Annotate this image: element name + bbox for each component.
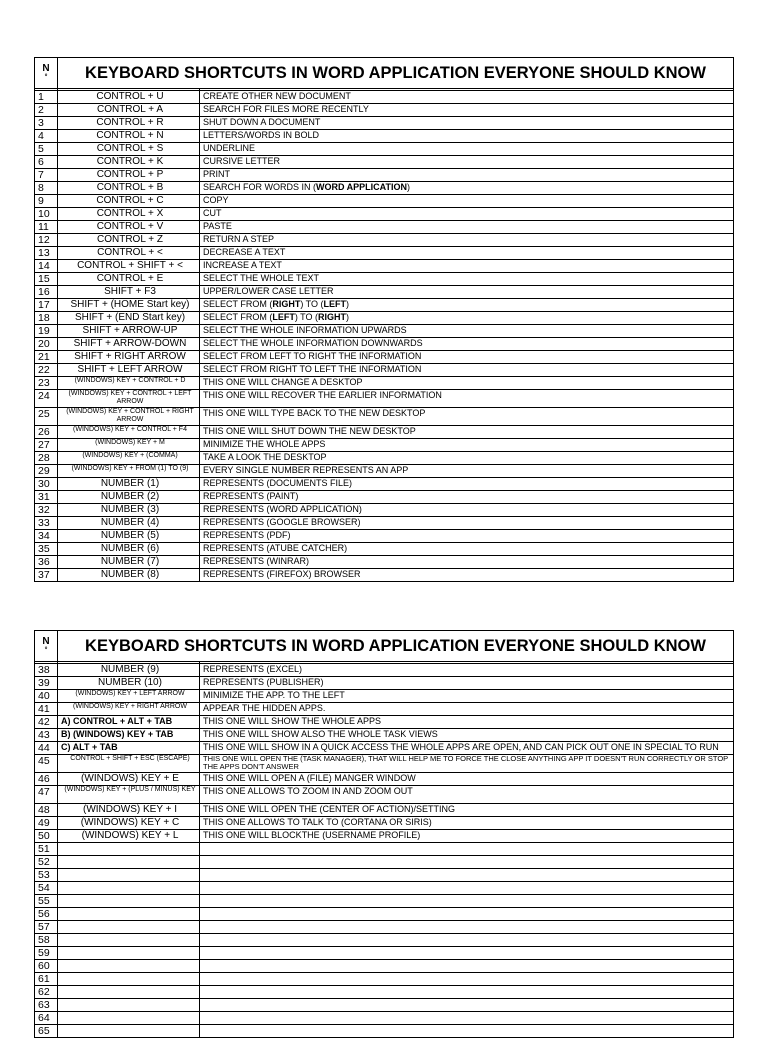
row-number: 52 [35, 856, 58, 869]
shortcut-keys: CONTROL + K [58, 156, 200, 169]
table-row [35, 908, 734, 921]
shortcut-description: REPRESENTS (ATUBE CATCHER) [200, 543, 734, 556]
table-row [35, 973, 734, 986]
shortcut-keys: (WINDOWS) KEY + (PLUS / MINUS) KEY [58, 786, 200, 804]
row-number: 29 [35, 465, 58, 478]
table-row [35, 504, 734, 517]
shortcut-description: THIS ONE WILL BLOCKTHE (USERNAME PROFILE) [200, 830, 734, 843]
table-row [35, 273, 734, 286]
shortcut-keys: (WINDOWS) KEY + LEFT ARROW [58, 690, 200, 703]
table-row [35, 882, 734, 895]
row-number: 9 [35, 195, 58, 208]
table-row [35, 299, 734, 312]
row-number: 4 [35, 130, 58, 143]
table-row [35, 569, 734, 582]
shortcut-description: REPRESENTS (GOOGLE BROWSER) [200, 517, 734, 530]
shortcut-description: CUT [200, 208, 734, 221]
row-number: 38 [35, 664, 58, 677]
shortcut-keys: CONTROL + A [58, 104, 200, 117]
shortcut-keys: CONTROL + N [58, 130, 200, 143]
shortcut-keys: NUMBER (1) [58, 478, 200, 491]
table-row [35, 491, 734, 504]
table-row [35, 117, 734, 130]
shortcut-description: REPRESENTS (FIREFOX) BROWSER [200, 569, 734, 582]
shortcut-description [200, 882, 734, 895]
shortcut-description: CURSIVE LETTER [200, 156, 734, 169]
shortcut-description: REPRESENTS (PUBLISHER) [200, 677, 734, 690]
shortcut-description: THIS ONE WILL RECOVER THE EARLIER INFORMATION [200, 390, 734, 408]
table-row [35, 91, 734, 104]
table-row [35, 999, 734, 1012]
shortcut-keys: (WINDOWS) KEY + CONTROL + F4 [58, 426, 200, 439]
row-number: 23 [35, 377, 58, 390]
shortcut-description [200, 934, 734, 947]
shortcut-keys: NUMBER (3) [58, 504, 200, 517]
shortcut-description: REPRESENTS (EXCEL) [200, 664, 734, 677]
shortcut-keys [58, 973, 200, 986]
row-number: 49 [35, 817, 58, 830]
shortcut-keys: CONTROL + Z [58, 234, 200, 247]
row-number: 32 [35, 504, 58, 517]
row-number: 14 [35, 260, 58, 273]
row-number: 64 [35, 1012, 58, 1025]
shortcut-keys: NUMBER (10) [58, 677, 200, 690]
table-row [35, 234, 734, 247]
row-number: 8 [35, 182, 58, 195]
shortcut-keys: CONTROL + V [58, 221, 200, 234]
shortcut-keys: NUMBER (4) [58, 517, 200, 530]
row-number: 59 [35, 947, 58, 960]
shortcut-description [200, 973, 734, 986]
shortcut-keys: SHIFT + (END Start key) [58, 312, 200, 325]
table-row [35, 556, 734, 569]
shortcut-description [200, 843, 734, 856]
shortcut-keys: NUMBER (7) [58, 556, 200, 569]
row-number: 17 [35, 299, 58, 312]
shortcut-keys [58, 1012, 200, 1025]
shortcut-keys [58, 882, 200, 895]
shortcut-description [200, 1012, 734, 1025]
row-number: 60 [35, 960, 58, 973]
shortcut-keys: CONTROL + B [58, 182, 200, 195]
shortcut-keys [58, 908, 200, 921]
row-number: 26 [35, 426, 58, 439]
row-number: 43 [35, 729, 58, 742]
row-number: 11 [35, 221, 58, 234]
shortcut-description: SEARCH FOR FILES MORE RECENTLY [200, 104, 734, 117]
shortcut-description: THIS ONE ALLOWS TO TALK TO (CORTANA OR SIRIS) [200, 817, 734, 830]
row-number: 16 [35, 286, 58, 299]
table-row [35, 947, 734, 960]
table-row [35, 895, 734, 908]
row-number: 25 [35, 408, 58, 426]
row-number: 56 [35, 908, 58, 921]
shortcut-keys: NUMBER (9) [58, 664, 200, 677]
shortcut-keys: CONTROL + X [58, 208, 200, 221]
shortcut-description: PRINT [200, 169, 734, 182]
shortcut-keys: NUMBER (6) [58, 543, 200, 556]
shortcut-description: THIS ONE WILL CHANGE A DESKTOP [200, 377, 734, 390]
shortcut-description: THIS ONE WILL SHOW IN A QUICK ACCESS THE WHOLE APPS ARE OPEN, AND CAN PICK OUT ONE IN SPECIAL TO RUN [200, 742, 734, 755]
shortcut-description [200, 960, 734, 973]
table-row [35, 130, 734, 143]
table-row [35, 351, 734, 364]
table-row [35, 856, 734, 869]
shortcut-description: REPRESENTS (PDF) [200, 530, 734, 543]
shortcut-description [200, 999, 734, 1012]
shortcut-description: SELECT FROM RIGHT TO LEFT THE INFORMATION [200, 364, 734, 377]
shortcut-keys: (WINDOWS) KEY + E [58, 773, 200, 786]
table-row [35, 390, 734, 408]
table-row [35, 478, 734, 491]
shortcut-description: THIS ONE WILL TYPE BACK TO THE NEW DESKTOP [200, 408, 734, 426]
table-row [35, 408, 734, 426]
shortcut-keys [58, 921, 200, 934]
shortcut-keys [58, 986, 200, 999]
shortcuts-table-2 [34, 630, 734, 1038]
shortcut-keys: CONTROL + P [58, 169, 200, 182]
shortcut-description [200, 1025, 734, 1038]
shortcut-description [200, 986, 734, 999]
table-row [35, 729, 734, 742]
shortcut-description: THIS ONE WILL SHOW THE WHOLE APPS [200, 716, 734, 729]
shortcut-keys: (WINDOWS) KEY + CONTROL + D [58, 377, 200, 390]
row-number: 19 [35, 325, 58, 338]
row-number: 35 [35, 543, 58, 556]
table-row [35, 260, 734, 273]
shortcut-keys: NUMBER (8) [58, 569, 200, 582]
row-number: 47 [35, 786, 58, 804]
table-body-1 [35, 91, 734, 582]
table-row [35, 742, 734, 755]
table-row [35, 286, 734, 299]
row-number: 2 [35, 104, 58, 117]
shortcut-keys: (WINDOWS) KEY + M [58, 439, 200, 452]
shortcut-description: INCREASE A TEXT [200, 260, 734, 273]
shortcut-keys: (WINDOWS) KEY + CONTROL + RIGHT ARROW [58, 408, 200, 426]
table-row [35, 377, 734, 390]
shortcut-keys: B) (WINDOWS) KEY + TAB [58, 729, 200, 742]
row-number: 42 [35, 716, 58, 729]
table-row [35, 156, 734, 169]
table-header [35, 58, 734, 89]
shortcut-keys [58, 999, 200, 1012]
shortcut-keys: CONTROL + S [58, 143, 200, 156]
shortcut-description: THIS ONE WILL OPEN A (FILE) MANGER WINDOW [200, 773, 734, 786]
table-row [35, 143, 734, 156]
shortcut-description: REPRESENTS (WORD APPLICATION) [200, 504, 734, 517]
shortcut-description: SELECT FROM LEFT TO RIGHT THE INFORMATION [200, 351, 734, 364]
table-row [35, 786, 734, 804]
shortcut-description: APPEAR THE HIDDEN APPS. [200, 703, 734, 716]
shortcut-keys [58, 947, 200, 960]
shortcut-description [200, 921, 734, 934]
shortcut-keys: NUMBER (2) [58, 491, 200, 504]
shortcut-keys: SHIFT + ARROW-DOWN [58, 338, 200, 351]
row-number: 65 [35, 1025, 58, 1038]
table-row [35, 325, 734, 338]
shortcut-description: MINIMIZE THE APP. TO THE LEFT [200, 690, 734, 703]
shortcut-keys: CONTROL + U [58, 91, 200, 104]
shortcut-keys: CONTROL + C [58, 195, 200, 208]
shortcut-description: RETURN A STEP [200, 234, 734, 247]
row-number: 58 [35, 934, 58, 947]
shortcut-keys: (WINDOWS) KEY + I [58, 804, 200, 817]
shortcut-description: UPPER/LOWER CASE LETTER [200, 286, 734, 299]
row-number: 54 [35, 882, 58, 895]
shortcut-description: SELECT THE WHOLE INFORMATION DOWNWARDS [200, 338, 734, 351]
shortcut-keys: SHIFT + LEFT ARROW [58, 364, 200, 377]
table-row [35, 960, 734, 973]
row-number: 28 [35, 452, 58, 465]
shortcut-keys [58, 856, 200, 869]
shortcut-keys: SHIFT + F3 [58, 286, 200, 299]
table-row [35, 804, 734, 817]
table-row [35, 208, 734, 221]
table-row [35, 690, 734, 703]
table-row [35, 703, 734, 716]
table-row [35, 517, 734, 530]
table-row [35, 934, 734, 947]
row-number: 39 [35, 677, 58, 690]
row-number: 61 [35, 973, 58, 986]
shortcut-keys: CONTROL + SHIFT + < [58, 260, 200, 273]
row-number: 53 [35, 869, 58, 882]
shortcut-description: SEARCH FOR WORDS IN (WORD APPLICATION) [200, 182, 734, 195]
shortcut-keys [58, 960, 200, 973]
shortcut-keys: (WINDOWS) KEY + (COMMA) [58, 452, 200, 465]
shortcut-description [200, 947, 734, 960]
row-number: 63 [35, 999, 58, 1012]
table-row [35, 1012, 734, 1025]
shortcut-keys: A) CONTROL + ALT + TAB [58, 716, 200, 729]
shortcut-keys [58, 843, 200, 856]
row-number: 1 [35, 91, 58, 104]
shortcut-description: THIS ONE ALLOWS TO ZOOM IN AND ZOOM OUT [200, 786, 734, 804]
row-number: 48 [35, 804, 58, 817]
table-row [35, 1025, 734, 1038]
shortcut-description: SELECT THE WHOLE INFORMATION UPWARDS [200, 325, 734, 338]
shortcut-description: LETTERS/WORDS IN BOLD [200, 130, 734, 143]
shortcut-keys: CONTROL + SHIFT + ESC (ESCAPE) [58, 755, 200, 773]
table-row [35, 182, 734, 195]
table-row [35, 773, 734, 786]
shortcut-description: SELECT FROM (LEFT) TO (RIGHT) [200, 312, 734, 325]
row-number: 31 [35, 491, 58, 504]
table-row [35, 664, 734, 677]
shortcut-description: THIS ONE WILL SHUT DOWN THE NEW DESKTOP [200, 426, 734, 439]
row-number: 46 [35, 773, 58, 786]
shortcut-description: SHUT DOWN A DOCUMENT [200, 117, 734, 130]
table-title: KEYBOARD SHORTCUTS IN WORD APPLICATION EVERYONE SHOULD KNOW [58, 58, 734, 89]
table-row [35, 426, 734, 439]
shortcut-description: DECREASE A TEXT [200, 247, 734, 260]
shortcut-keys: (WINDOWS) KEY + FROM (1) TO (9) [58, 465, 200, 478]
shortcut-description: THIS ONE WILL SHOW ALSO THE WHOLE TASK VIEWS [200, 729, 734, 742]
row-number: 37 [35, 569, 58, 582]
shortcut-description: COPY [200, 195, 734, 208]
row-number: 44 [35, 742, 58, 755]
row-number: 21 [35, 351, 58, 364]
table-row [35, 817, 734, 830]
shortcut-description: TAKE A LOOK THE DESKTOP [200, 452, 734, 465]
table-row [35, 221, 734, 234]
shortcut-description [200, 869, 734, 882]
table-row [35, 543, 734, 556]
shortcut-description: EVERY SINGLE NUMBER REPRESENTS AN APP [200, 465, 734, 478]
row-number: 51 [35, 843, 58, 856]
table-row [35, 716, 734, 729]
shortcut-description: REPRESENTS (WINRAR) [200, 556, 734, 569]
shortcut-description: REPRESENTS (PAINT) [200, 491, 734, 504]
table-row [35, 869, 734, 882]
shortcut-description: MINIMIZE THE WHOLE APPS [200, 439, 734, 452]
table-row [35, 104, 734, 117]
row-number: 6 [35, 156, 58, 169]
row-number: 12 [35, 234, 58, 247]
row-number: 57 [35, 921, 58, 934]
row-number: 10 [35, 208, 58, 221]
shortcuts-table-1 [34, 57, 734, 582]
row-number: 34 [35, 530, 58, 543]
shortcut-keys: (WINDOWS) KEY + CONTROL + LEFT ARROW [58, 390, 200, 408]
shortcut-keys: SHIFT + (HOME Start key) [58, 299, 200, 312]
table-row [35, 755, 734, 773]
row-number: 3 [35, 117, 58, 130]
row-number: 45 [35, 755, 58, 773]
table-row [35, 195, 734, 208]
shortcut-description: THIS ONE WILL OPEN THE (CENTER OF ACTION)/SETTING [200, 804, 734, 817]
shortcut-description: PASTE [200, 221, 734, 234]
row-number: 55 [35, 895, 58, 908]
shortcut-keys: C) ALT + TAB [58, 742, 200, 755]
table-row [35, 169, 734, 182]
table-row [35, 452, 734, 465]
row-number: 22 [35, 364, 58, 377]
shortcut-keys: (WINDOWS) KEY + C [58, 817, 200, 830]
shortcut-description [200, 895, 734, 908]
table-row [35, 439, 734, 452]
row-number: 62 [35, 986, 58, 999]
shortcut-keys: (WINDOWS) KEY + RIGHT ARROW [58, 703, 200, 716]
row-number: 41 [35, 703, 58, 716]
shortcut-keys [58, 934, 200, 947]
shortcut-description: CREATE OTHER NEW DOCUMENT [200, 91, 734, 104]
shortcut-description: SELECT FROM (RIGHT) TO (LEFT) [200, 299, 734, 312]
shortcut-description: THIS ONE WILL OPEN THE (TASK MANAGER), THAT WILL HELP ME TO FORCE THE CLOSE ANYTHING APP IT DOESN'T RUN CORRECTLY OR STOP THE APPS DON'T ANSWER [200, 755, 734, 773]
row-number: 30 [35, 478, 58, 491]
number-column-header: N ° [35, 58, 58, 89]
row-number: 40 [35, 690, 58, 703]
table-row [35, 247, 734, 260]
table-row [35, 986, 734, 999]
table-title: KEYBOARD SHORTCUTS IN WORD APPLICATION EVERYONE SHOULD KNOW [58, 631, 734, 662]
shortcut-description [200, 908, 734, 921]
number-column-header: N ° [35, 631, 58, 662]
shortcut-keys: SHIFT + RIGHT ARROW [58, 351, 200, 364]
shortcut-description: REPRESENTS (DOCUMENTS FILE) [200, 478, 734, 491]
shortcut-keys [58, 869, 200, 882]
table-row [35, 830, 734, 843]
table-row [35, 843, 734, 856]
row-number: 5 [35, 143, 58, 156]
shortcut-description [200, 856, 734, 869]
table-body-2 [35, 664, 734, 1038]
shortcut-keys: (WINDOWS) KEY + L [58, 830, 200, 843]
table-row [35, 364, 734, 377]
row-number: 20 [35, 338, 58, 351]
table-row [35, 312, 734, 325]
shortcut-keys [58, 1025, 200, 1038]
shortcut-keys: CONTROL + < [58, 247, 200, 260]
shortcut-keys: SHIFT + ARROW-UP [58, 325, 200, 338]
table-row [35, 465, 734, 478]
row-number: 27 [35, 439, 58, 452]
row-number: 33 [35, 517, 58, 530]
row-number: 13 [35, 247, 58, 260]
row-number: 7 [35, 169, 58, 182]
row-number: 24 [35, 390, 58, 408]
shortcut-description: UNDERLINE [200, 143, 734, 156]
shortcut-keys [58, 895, 200, 908]
row-number: 36 [35, 556, 58, 569]
table-row [35, 338, 734, 351]
shortcut-keys: NUMBER (5) [58, 530, 200, 543]
row-number: 50 [35, 830, 58, 843]
row-number: 15 [35, 273, 58, 286]
row-number: 18 [35, 312, 58, 325]
table-row [35, 530, 734, 543]
table-row [35, 921, 734, 934]
table-row [35, 677, 734, 690]
shortcut-keys: CONTROL + E [58, 273, 200, 286]
shortcut-description: SELECT THE WHOLE TEXT [200, 273, 734, 286]
table-header [35, 631, 734, 662]
shortcut-keys: CONTROL + R [58, 117, 200, 130]
